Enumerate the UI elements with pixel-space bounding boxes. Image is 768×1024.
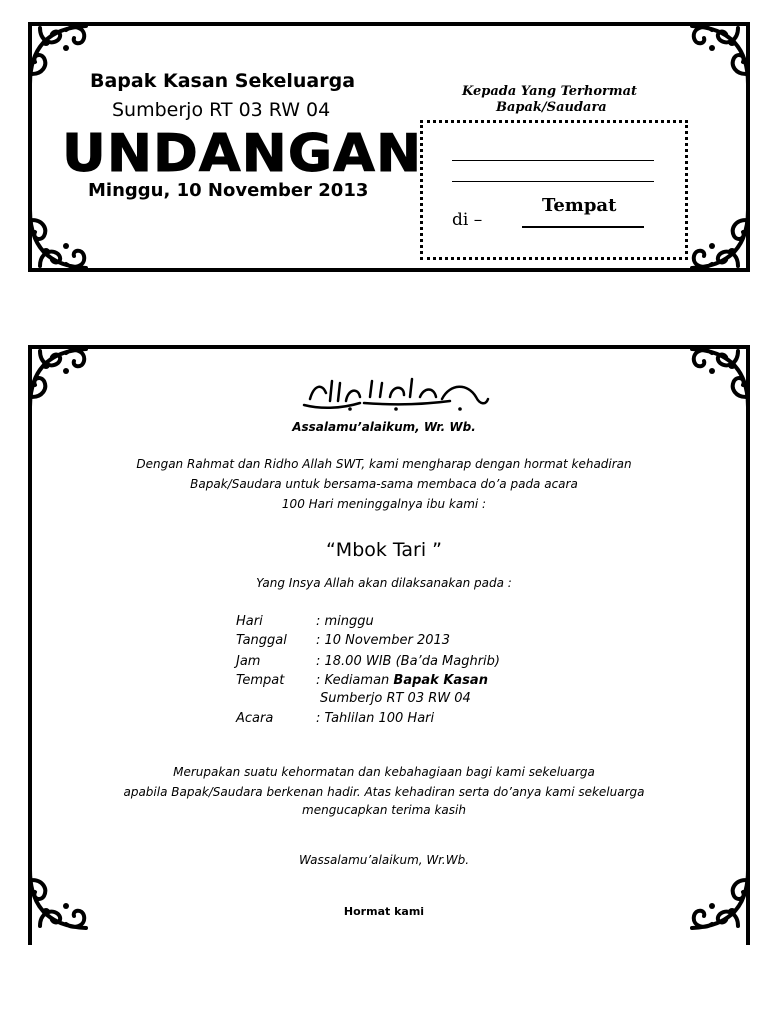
detail-key-time: Jam — [236, 654, 261, 669]
basmalah-calligraphy-icon — [300, 375, 490, 413]
detail-key-day: Hari — [236, 614, 263, 629]
greeting: Assalamu’alaikum, Wr. Wb. — [292, 420, 476, 434]
ornament-corner-top-right-icon — [684, 20, 752, 88]
host-address: Sumberjo RT 03 RW 04 — [112, 99, 331, 121]
address-label-line2: Bapak/Saudara — [496, 100, 607, 115]
invitation-title: UNDANGAN — [62, 123, 423, 184]
invitation-text-line-1: Dengan Rahmat dan Ridho Allah SWT, kami mengharap dengan hormat kehadiran — [136, 457, 632, 471]
ornament-corner-bottom-right-icon — [684, 206, 752, 274]
farewell: Wassalamu’alaikum, Wr.Wb. — [298, 853, 470, 867]
detail-value-place-address: Sumberjo RT 03 RW 04 — [320, 691, 471, 706]
place-label: Tempat — [542, 195, 617, 216]
address-label-line1: Kepada Yang Terhormat — [462, 84, 638, 99]
place-line — [522, 226, 644, 228]
address-box — [420, 120, 688, 260]
detail-value-place-text: : Kediaman — [316, 673, 394, 688]
detail-value-event: : Tahlilan 100 Hari — [316, 711, 435, 726]
detail-key-event: Acara — [236, 711, 274, 726]
invitation-text-line-2: Bapak/Saudara untuk bersama-sama membaca do’a pada acara — [190, 477, 578, 491]
host-name: Bapak Kasan Sekeluarga — [90, 70, 356, 92]
closing-text-line-1: Merupakan suatu kehormatan dan kebahagiaan bagi kami sekeluarga — [173, 765, 595, 779]
detail-value-time: : 18.00 WIB (Ba’da Maghrib) — [316, 654, 500, 669]
ornament-corner-top-right-icon — [684, 343, 752, 411]
deceased-name: “Mbok Tari ” — [325, 539, 443, 561]
ornament-corner-top-left-icon — [26, 20, 94, 88]
address-line-2 — [452, 181, 654, 182]
closing-text-line-3: mengucapkan terima kasih — [302, 803, 466, 817]
address-line-1 — [452, 160, 654, 161]
invitation-text-line-3: 100 Hari meninggalnya ibu kami : — [281, 497, 487, 511]
closing-text-line-2: apabila Bapak/Saudara berkenan hadir. Atas kehadiran serta do’anya kami sekeluarga — [123, 785, 645, 799]
ornament-corner-bottom-right-icon — [684, 866, 752, 934]
detail-value-place — [316, 673, 488, 688]
schedule-intro: Yang Insya Allah akan dilaksanakan pada : — [256, 576, 512, 590]
detail-key-place: Tempat — [236, 673, 285, 688]
event-date: Minggu, 10 November 2013 — [88, 180, 369, 201]
detail-value-day: : minggu — [316, 614, 374, 629]
detail-key-date: Tanggal — [236, 633, 287, 648]
ornament-corner-bottom-left-icon — [26, 866, 94, 934]
ornament-corner-bottom-left-icon — [26, 206, 94, 274]
detail-value-date: : 10 November 2013 — [316, 633, 451, 648]
di-label: di – — [452, 210, 483, 230]
detail-value-place-host: Bapak Kasan — [393, 673, 488, 688]
ornament-corner-top-left-icon — [26, 343, 94, 411]
regards-signature: Hormat kami — [343, 905, 425, 918]
